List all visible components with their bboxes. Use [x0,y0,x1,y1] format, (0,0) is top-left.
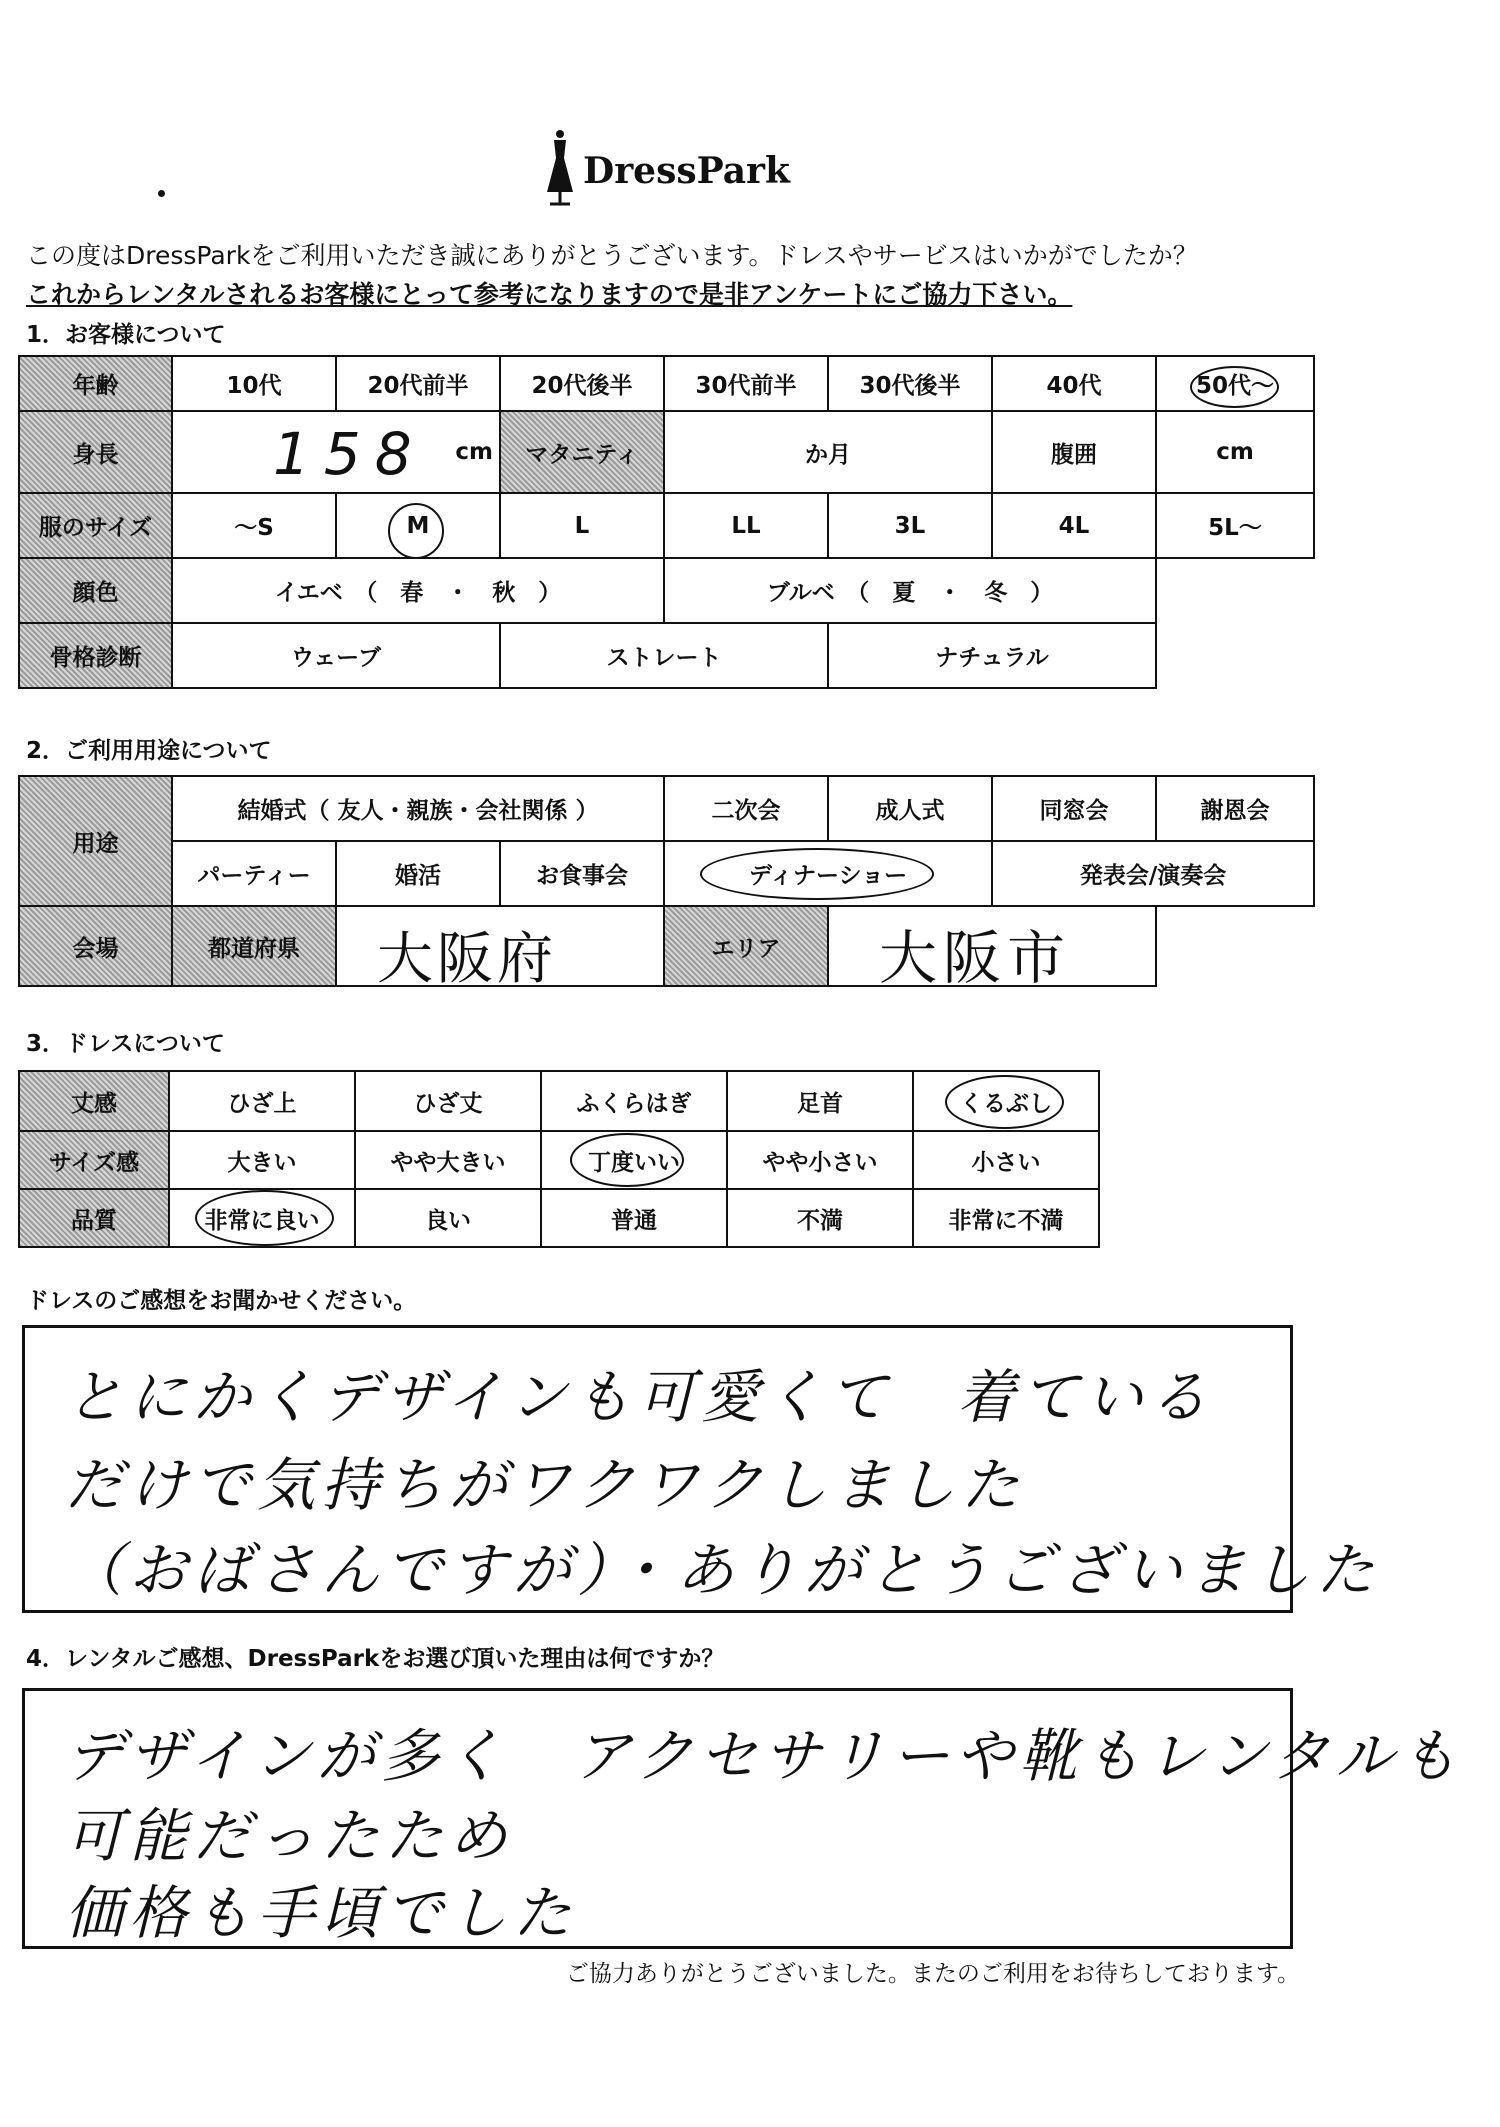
size-option[interactable]: 4L [992,493,1156,558]
quality-option[interactable]: 非常に不満 [913,1189,1099,1247]
age-selection-circle [1190,366,1279,408]
height-label: 身長 [19,411,172,493]
fit-label: サイズ感 [19,1131,169,1189]
frame-option[interactable]: ナチュラル [828,623,1156,688]
length-label: 丈感 [19,1071,169,1131]
length-option-selected[interactable]: くるぶし [913,1071,1099,1131]
footer-thanks: ご協力ありがとうございました。またのご利用をお待ちしております。 [565,1961,1300,1987]
size-option-selected[interactable]: M [336,493,500,558]
frame-option[interactable]: ウェーブ [172,623,500,688]
area-label: エリア [664,906,828,986]
prefecture-label: 都道府県 [172,906,336,986]
yellow-base-option[interactable]: イエベ （ 春 ・ 秋 ） [172,558,664,623]
age-option[interactable]: 30代後半 [828,356,992,411]
height-unit: cm [455,439,493,465]
dress-table [18,1070,1100,1248]
age-option[interactable]: 20代後半 [500,356,664,411]
length-option[interactable]: 足首 [727,1071,913,1131]
rental-comment-line: 可能だったため [65,1802,514,1870]
size-option[interactable]: ～S [172,493,336,558]
use-option[interactable]: 婚活 [336,841,500,906]
fit-option[interactable]: 小さい [913,1131,1099,1189]
dress-comment-line: （おばさんですが）・ありがとうございました [65,1536,1381,1604]
maternity-label: マタニティ [500,411,664,493]
use-option[interactable]: パーティー [172,841,336,906]
dress-comment-line: とにかくデザインも可愛くて 着ている [65,1363,1213,1431]
section1-title: 1．お客様について [26,322,226,348]
fit-selection-circle [570,1133,684,1187]
use-option[interactable]: 結婚式（ 友人・親族・会社関係 ） [172,776,664,841]
height-field[interactable] [172,411,500,493]
length-selection-circle [945,1075,1064,1129]
quality-option[interactable]: 不満 [727,1189,913,1247]
fit-option[interactable]: やや大きい [355,1131,541,1189]
waist-label: 腹囲 [992,411,1156,493]
months-unit: か月 [805,441,851,468]
section4-title: 4．レンタルご感想、DressParkをお選び頂いた理由は何ですか？ [26,1646,725,1672]
age-label: 年齢 [19,356,172,411]
scan-dot [158,190,165,197]
dress-comment-box[interactable] [22,1325,1381,1613]
fit-option[interactable]: やや小さい [727,1131,913,1189]
quality-label: 品質 [19,1189,169,1247]
use-label: 用途 [19,776,172,906]
frame-option[interactable]: ストレート [500,623,828,688]
fit-option-selected[interactable]: 丁度いい [541,1131,727,1189]
use-option[interactable]: 成人式 [828,776,992,841]
age-option[interactable]: 10代 [172,356,336,411]
dresspark-logo [540,128,800,208]
dress-comment-line: だけで気持ちがワクワクしました [65,1451,1026,1519]
section2-title: 2．ご利用用途について [26,738,272,764]
age-option[interactable]: 30代前半 [664,356,828,411]
usage-table [18,775,1315,987]
use-option[interactable]: 発表会/演奏会 [992,841,1314,906]
size-option[interactable]: L [500,493,664,558]
size-option[interactable]: 5L～ [1156,493,1314,558]
customer-table [18,355,1315,689]
rental-comment-line: 価格も手頃でした [65,1879,578,1947]
venue-label: 会場 [19,906,172,986]
use-option[interactable]: お食事会 [500,841,664,906]
area-field[interactable] [828,906,1156,986]
prefecture-field[interactable] [336,906,664,986]
empty-cell [1156,906,1314,986]
length-option[interactable]: ひざ丈 [355,1071,541,1131]
blue-base-option[interactable]: ブルベ （ 夏 ・ 冬 ） [664,558,1156,623]
area-value: 大阪市 [879,924,1072,986]
age-option[interactable]: 40代 [992,356,1156,411]
waist-unit[interactable]: cm [1156,411,1314,493]
age-option-selected[interactable]: 50代～ [1156,356,1314,411]
dress-comment-prompt: ドレスのご感想をお聞かせください。 [26,1288,417,1314]
intro-line-1: この度はDressParkをご利用いただき誠にありがとうございます。ドレスやサービスはいかがでしたか？ [26,241,1198,270]
prefecture-value: 大阪府 [377,927,557,986]
quality-selection-circle [195,1190,334,1246]
quality-option[interactable]: 良い [355,1189,541,1247]
length-option[interactable]: ふくらはぎ [541,1071,727,1131]
frame-label: 骨格診断 [19,623,172,688]
use-option[interactable]: 同窓会 [992,776,1156,841]
use-option[interactable]: 二次会 [664,776,828,841]
rental-comment-line: デザインが多く アクセサリーや靴もレンタルも [65,1722,1464,1790]
rental-comment-box[interactable] [22,1688,1464,1949]
months-field[interactable] [664,411,992,493]
size-option[interactable]: 3L [828,493,992,558]
use-option[interactable]: 謝恩会 [1156,776,1314,841]
quality-option-selected[interactable]: 非常に良い [169,1189,355,1247]
brand-name: DressPark [583,150,790,192]
quality-option[interactable]: 普通 [541,1189,727,1247]
length-option[interactable]: ひざ上 [169,1071,355,1131]
color-label: 顔色 [19,558,172,623]
dress-icon [540,128,580,206]
fit-option[interactable]: 大きい [169,1131,355,1189]
age-option[interactable]: 20代前半 [336,356,500,411]
size-label: 服のサイズ [19,493,172,558]
size-option[interactable]: LL [664,493,828,558]
size-selection-circle [388,503,444,559]
section3-title: 3．ドレスについて [26,1031,225,1057]
use-selection-circle [700,848,934,900]
empty-cell [1156,623,1314,688]
use-option-selected[interactable]: ディナーショー [664,841,992,906]
empty-cell [1156,558,1314,623]
height-value: 158 [273,420,426,488]
intro-line-2: これからレンタルされるお客様にとって参考になりますので是非アンケートにご協力下さい。 [26,280,1073,309]
